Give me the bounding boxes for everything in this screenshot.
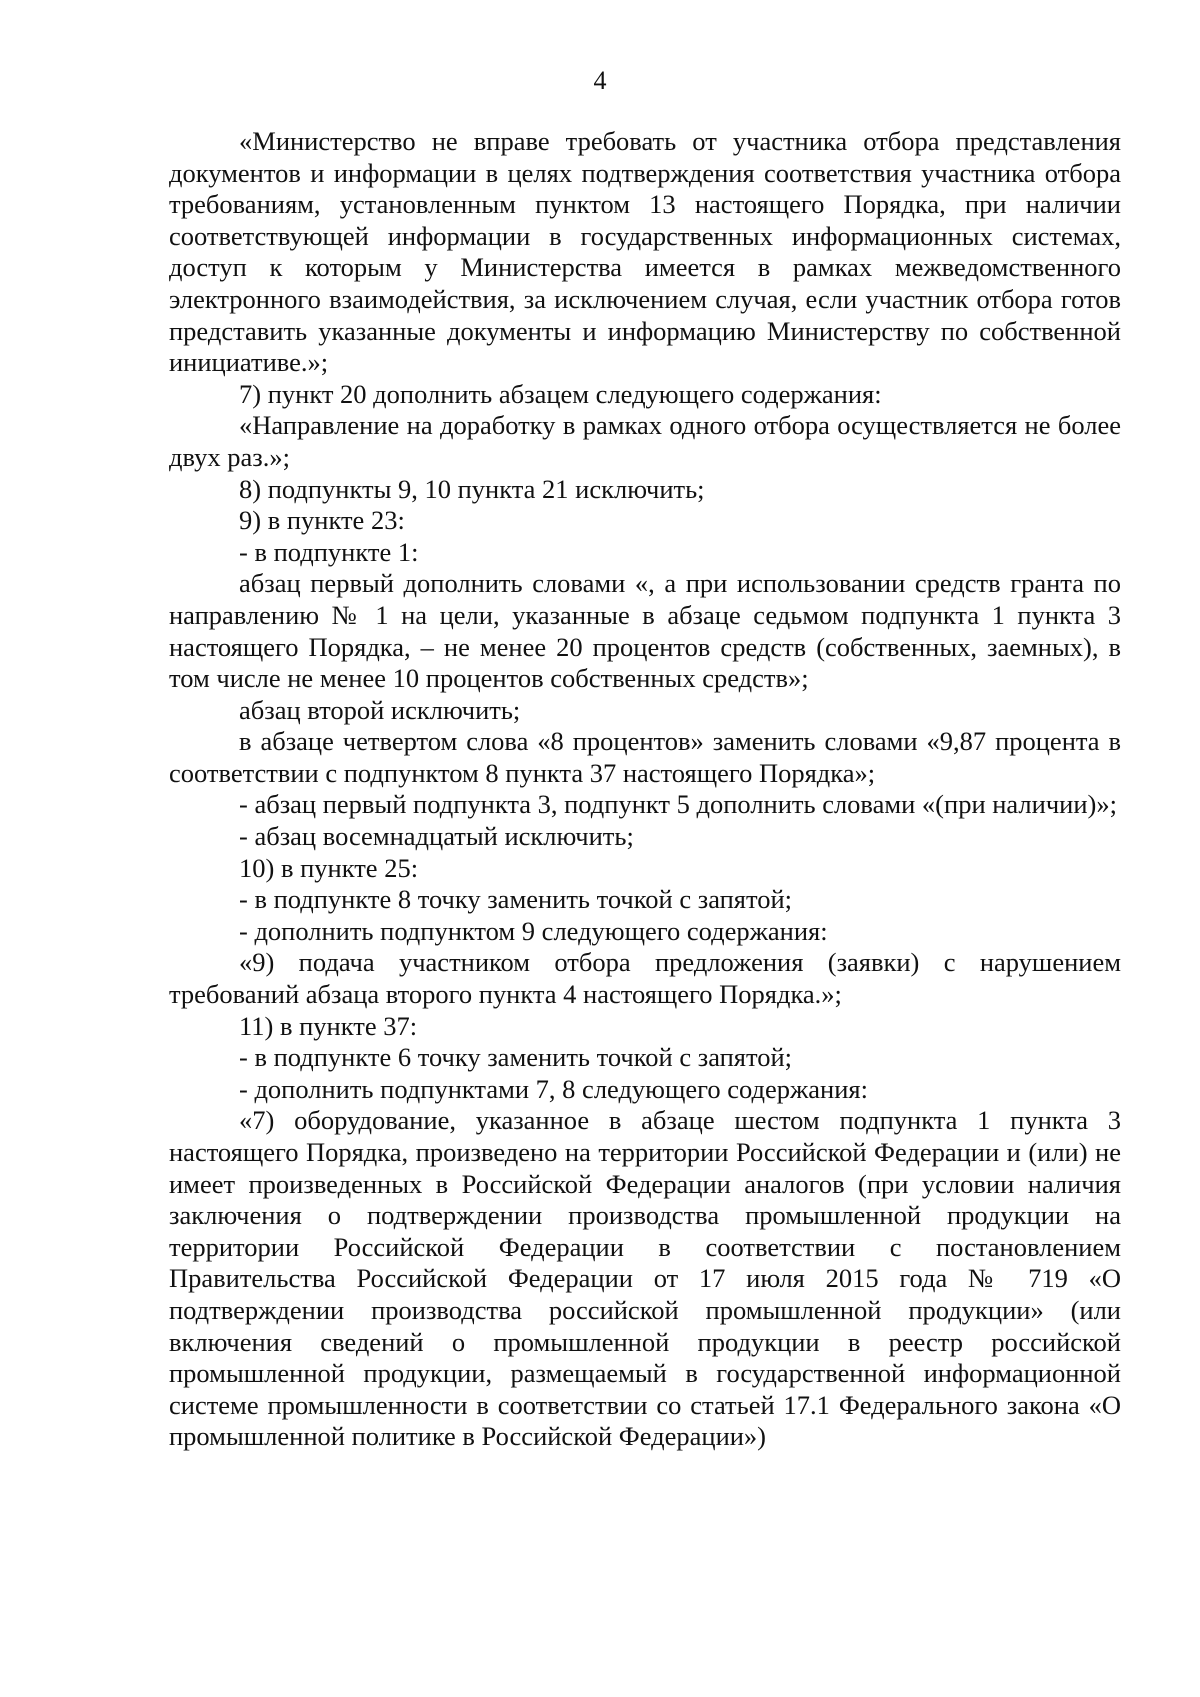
paragraph: 8) подпункты 9, 10 пункта 21 исключить; <box>239 473 705 504</box>
paragraph: «7) оборудование, указанное в абзаце шестом подпункта 1 пункта 3 настоящего Порядка, произведено на территории Российской Федерации и (или) не имеет произведенных в Российской Федерации аналогов (при условии наличия заключения о подтверждении производства промышленной продукции на территории Российской Федерации в соответствии с постановлением Правительства Российской Федерации от 17 июля 2015 года № 719 «О подтверждении производства российской промышленной продукции» (или включения сведений о промышленной продукции в реестр российской промышленной продукции, размещаемый в государственной информационной системе промышленности в соответствии со статьей 17.1 Федерального закона «О промышленной политике в Российской Федерации») <box>169 1105 1121 1452</box>
paragraph: «9) подача участником отбора предложения (заявки) с нарушением требований абзаца второго пункта 4 настоящего Порядка.»; <box>169 947 1121 1010</box>
paragraph: - абзац первый подпункта 3, подпункт 5 дополнить словами «(при наличии)»; <box>239 789 1117 820</box>
paragraph: - абзац восемнадцатый исключить; <box>239 821 634 852</box>
document-body <box>169 126 1121 1453</box>
paragraph: «Направление на доработку в рамках одного отбора осуществляется не более двух раз.»; <box>169 410 1121 472</box>
page-number: 4 <box>593 66 607 95</box>
paragraph: - в подпункте 6 точку заменить точкой с запятой; <box>239 1042 793 1073</box>
paragraph: 11) в пункте 37: <box>239 1010 418 1041</box>
paragraph: - в подпункте 8 точку заменить точкой с запятой; <box>239 884 793 915</box>
paragraph: 7) пункт 20 дополнить абзацем следующего содержания: <box>239 378 882 409</box>
paragraph: в абзаце четвертом слова «8 процентов» заменить словами «9,87 процента в соответствии с подпунктом 8 пункта 37 настоящего Порядка»; <box>169 726 1121 788</box>
paragraph: - дополнить подпунктом 9 следующего содержания: <box>239 915 828 946</box>
paragraph: - дополнить подпунктами 7, 8 следующего содержания: <box>239 1073 868 1104</box>
paragraph: 10) в пункте 25: <box>239 852 419 883</box>
paragraph: - в подпункте 1: <box>239 536 419 567</box>
paragraph: абзац второй исключить; <box>239 694 521 725</box>
paragraph: «Министерство не вправе требовать от участника отбора представления документов и информации в целях подтверждения соответствия участника отбора требованиям, установленным пунктом 13 настоящего Порядка, при наличии соответствующей информации в государственных информационных системах, доступ к которым у Министерства имеется в рамках межведомственного электронного взаимодействия, за исключением случая, если участник отбора готов представить указанные документы и информацию Министерству по собственной инициативе.»; <box>169 126 1121 378</box>
paragraph: абзац первый дополнить словами «, а при использовании средств гранта по направлению № 1 на цели, указанные в абзаце седьмом подпункта 1 пункта 3 настоящего Порядка, – не менее 20 процентов средств (собственных, заемных), в том числе не менее 10 процентов собственных средств»; <box>169 568 1121 694</box>
paragraph: 9) в пункте 23: <box>239 505 405 536</box>
